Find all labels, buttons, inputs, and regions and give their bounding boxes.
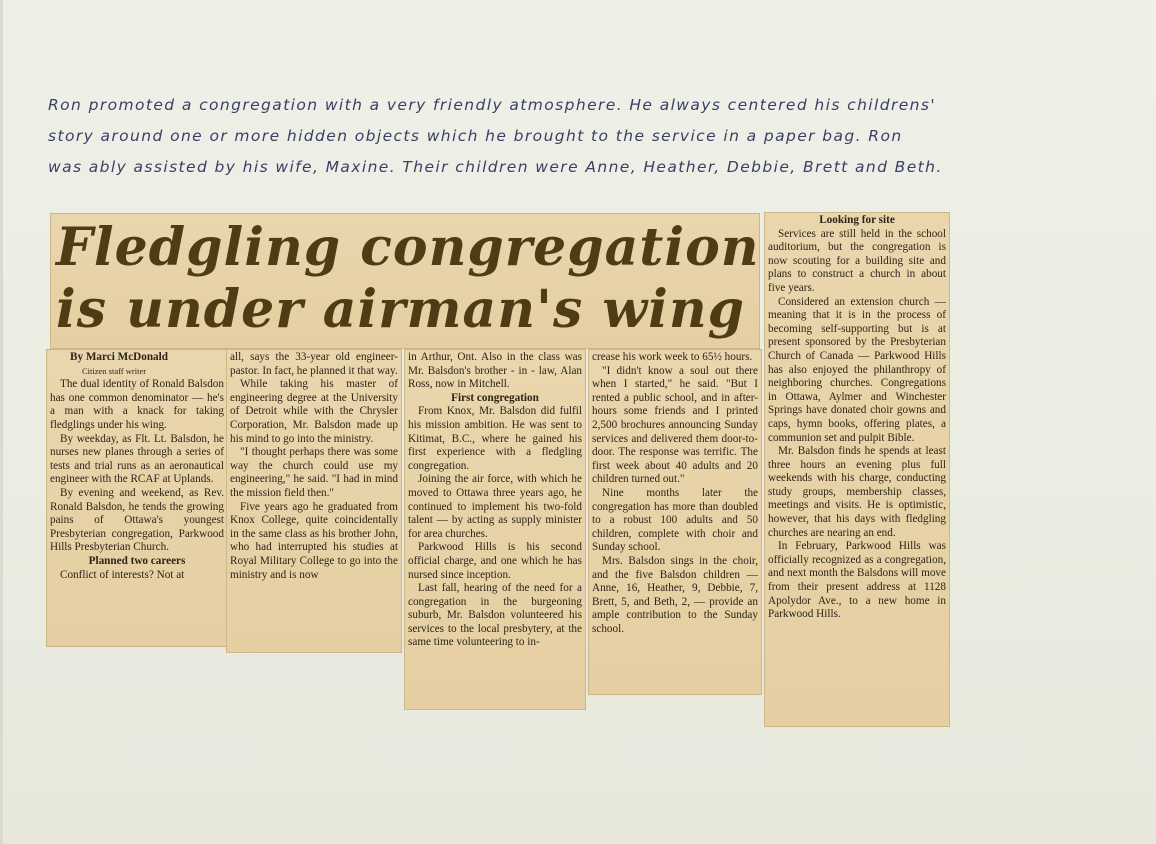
paragraph: Joining the air force, with which he moved to Ottawa three years ago, he continued to implement his two-fold talent — by acting as supply minister for area churches. (408, 473, 582, 540)
note-line: Ron promoted a congregation with a very friendly atmosphere. He always centered his childrens' (48, 96, 937, 114)
paragraph: Mr. Balsdon finds he spends at least three hours an evening plus full weekends with his charge, conducting study groups, membership classes, meetings and visits. He is optimistic, however, that his days with fledgling churches are nearing an end. (768, 445, 946, 539)
paragraph: Services are still held in the school auditorium, but the congregation is now scouting for a building site and plans to construct a church in about five years. (768, 227, 946, 294)
headline-line-2: is under airman's wing (56, 279, 746, 340)
paragraph: "I thought perhaps there was some way the church could use my engineering," he said. "I had in mind the mission field then." (230, 446, 398, 499)
paragraph: From Knox, Mr. Balsdon did fulfil his mission ambition. He was sent to Kitimat, B.C., where he gained his first experience with a fledgling congregation. (408, 405, 582, 472)
paragraph: Conflict of interests? Not at (60, 568, 185, 581)
note-line: was ably assisted by his wife, Maxine. Their children were Anne, Heather, Debbie, Brett and Beth. (48, 158, 943, 176)
subheading: Planned two careers (88, 554, 186, 567)
note-line: story around one or more hidden objects which he brought to the service in a paper bag. Ron (48, 127, 903, 145)
byline-role: Citizen staff writer (82, 365, 147, 376)
subheading: Looking for site (819, 214, 895, 226)
headline-line-1: Fledgling congregation (56, 217, 760, 278)
paragraph: all, says the 33-year old engineer-pastor. In fact, he planned it that way. (230, 351, 398, 377)
paragraph: Five years ago he graduated from Knox College, quite coincidentally in the same class as his brother John, who had interrupted his studies at Royal Military College to go into the ministry and is now (230, 500, 398, 581)
article-column-3 (404, 349, 586, 710)
article-column-1 (46, 349, 228, 647)
column-body (408, 351, 582, 650)
paragraph: Parkwood Hills is his second official charge, and one which he has nursed since inception. (408, 541, 582, 581)
paragraph: The dual identity of Ronald Balsdon has one common denominator — he's a man with a knack for taking fledglings under his wing. (50, 378, 224, 431)
column-body (592, 351, 758, 636)
paragraph: In February, Parkwood Hills was officially recognized as a congregation, and next month the Balsdons will move from their present address at 1128 Apolydor Ave., to a new home in Parkwood Hills. (768, 540, 946, 621)
paragraph: "I didn't know a soul out there when I started," he said. "But I rented a public school, and in after-hours some friends and I printed 2,500 brochures announcing Sunday services and delivered them door-to-door. The response was terrific. The first week about 40 adults and 20 children turned out." (592, 364, 758, 486)
paragraph: Nine months later the congregation has more than doubled to a robust 100 adults and 50 children, complete with choir and Sunday school. (592, 486, 758, 554)
article-column-2 (226, 349, 402, 653)
paragraph: By evening and weekend, as Rev. Ronald Balsdon, he tends the growing pains of Ottawa's youngest Presbyterian congregation, Parkwood Hills Presbyterian Church. (50, 486, 224, 554)
paragraph: By weekday, as Flt. Lt. Balsdon, he nurses new planes through a series of tests and trial runs as an aeronautical engineer with the RCAF at Uplands. (50, 432, 224, 486)
byline: By Marci McDonald (70, 351, 168, 363)
column-body (50, 378, 224, 582)
article-column-5 (764, 212, 950, 727)
paragraph: Considered an extension church — meaning that it is in the process of becoming self-supporting but is at present sponsored by the Presbyterian Church of Canada — Parkwood Hills has also enjoyed the philanthropy of neighboring churches. Congregations in Ottawa, Aylmer and Winchester Springs have donated choir gowns and caps, hymn books, offering plates, a communion set and pulpit Bible. (768, 295, 946, 444)
handwritten-note (48, 90, 1058, 183)
paragraph: While taking his master of engineering degree at the University of Detroit while with the Chrysler Corporation, Mr. Balsdon made up his mind to go into the ministry. (230, 378, 398, 445)
column-body (230, 351, 398, 582)
paragraph: Last fall, hearing of the need for a congregation in the burgeoning suburb, Mr. Balsdon volunteered his services to the local presbytery, at the same time volunteering to in- (408, 582, 582, 649)
column-body (768, 214, 946, 622)
paragraph: in Arthur, Ont. Also in the class was Mr. Balsdon's brother - in - law, Alan Ross, now in Mitchell. (408, 351, 582, 391)
subheading: First congregation (451, 391, 539, 404)
paragraph: crease his work week to 65½ hours. (592, 351, 753, 363)
headline-clipping (50, 213, 760, 349)
paragraph: Mrs. Balsdon sings in the choir, and the five Balsdon children — Anne, 16, Heather, 9, Debbie, 7, Brett, 5, and Beth, 2, — provide an ample contribution to the Sunday school. (592, 554, 758, 635)
article-column-4 (588, 349, 762, 695)
